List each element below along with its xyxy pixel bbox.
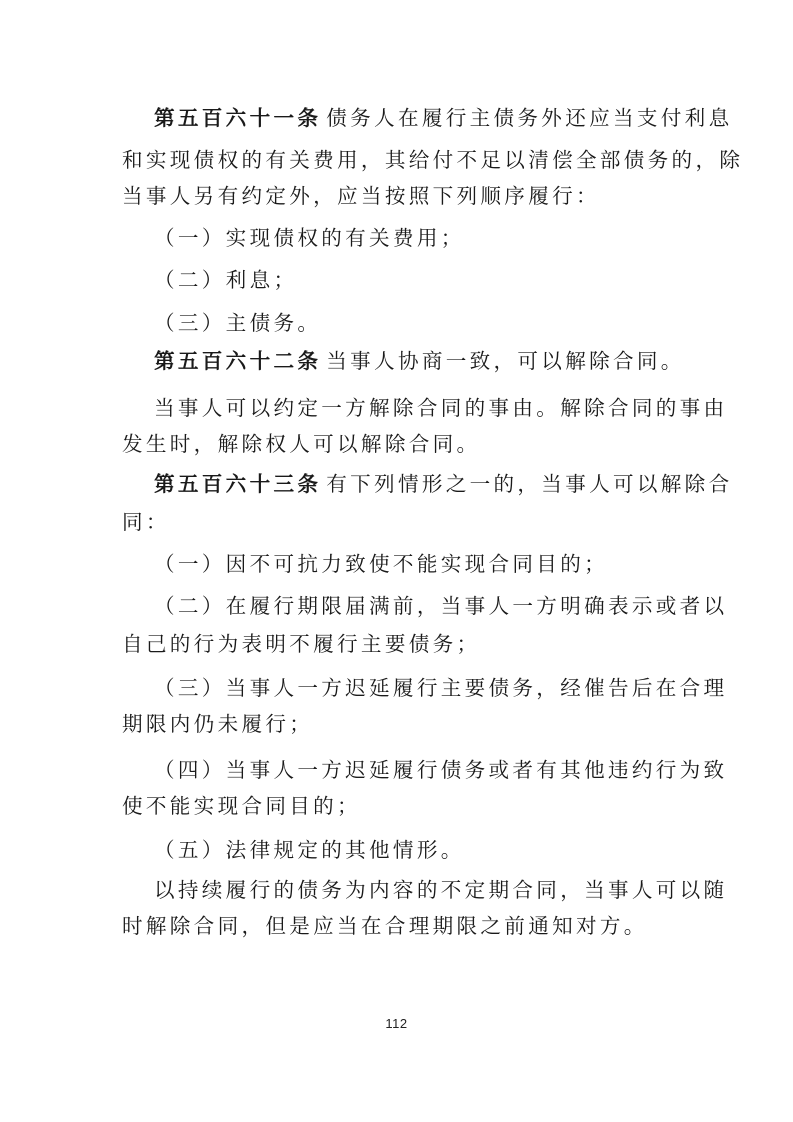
article-562-para-2-line-1: 当事人可以约定一方解除合同的事由。解除合同的事由 xyxy=(154,396,728,420)
article-561-item-1: （一）实现债权的有关费用； xyxy=(154,226,465,250)
article-563-item-3-line-2: 期限内仍未履行； xyxy=(122,712,314,736)
article-563-item-3-line-1: （三）当事人一方迟延履行主要债务，经催告后在合理 xyxy=(154,676,728,700)
article-563-item-1: （一）因不可抗力致使不能实现合同目的； xyxy=(154,552,608,576)
article-562-line-1 xyxy=(154,347,714,375)
article-561-heading: 第五百六十一条 xyxy=(154,106,322,130)
article-563-para-2-line-2: 时解除合同，但是应当在合理期限之前通知对方。 xyxy=(122,914,648,938)
article-563-item-4-line-2: 使不能实现合同目的； xyxy=(122,794,361,818)
article-561-line-2: 和实现债权的有关费用，其给付不足以清偿全部债务的，除 xyxy=(122,148,744,172)
article-561-line-3: 当事人另有约定外，应当按照下列顺序履行： xyxy=(122,184,600,208)
article-561-item-3: （三）主债务。 xyxy=(154,311,322,335)
article-562-text: 当事人协商一致，可以解除合同。 xyxy=(326,349,685,373)
article-563-text: 有下列情形之一的，当事人可以解除合 xyxy=(326,472,733,496)
page-number: 112 xyxy=(385,1016,408,1031)
article-563-item-4-line-1: （四）当事人一方迟延履行债务或者有其他违约行为致 xyxy=(154,758,728,782)
article-563-line-2: 同： xyxy=(122,510,170,534)
article-563-item-5: （五）法律规定的其他情形。 xyxy=(154,838,465,862)
article-562-heading: 第五百六十二条 xyxy=(154,349,322,373)
article-563-item-2-line-2: 自己的行为表明不履行主要债务； xyxy=(122,632,481,656)
article-562-para-2-line-2: 发生时，解除权人可以解除合同。 xyxy=(122,432,481,456)
article-561-line-1 xyxy=(154,104,733,132)
article-561-text: 债务人在履行主债务外还应当支付利息 xyxy=(326,106,733,130)
article-563-para-2-line-1: 以持续履行的债务为内容的不定期合同，当事人可以随 xyxy=(154,878,728,902)
article-561-item-2: （二）利息； xyxy=(154,268,298,292)
article-563-line-1 xyxy=(154,470,733,498)
article-563-heading: 第五百六十三条 xyxy=(154,472,322,496)
article-563-item-2-line-1: （二）在履行期限届满前，当事人一方明确表示或者以 xyxy=(154,594,728,618)
